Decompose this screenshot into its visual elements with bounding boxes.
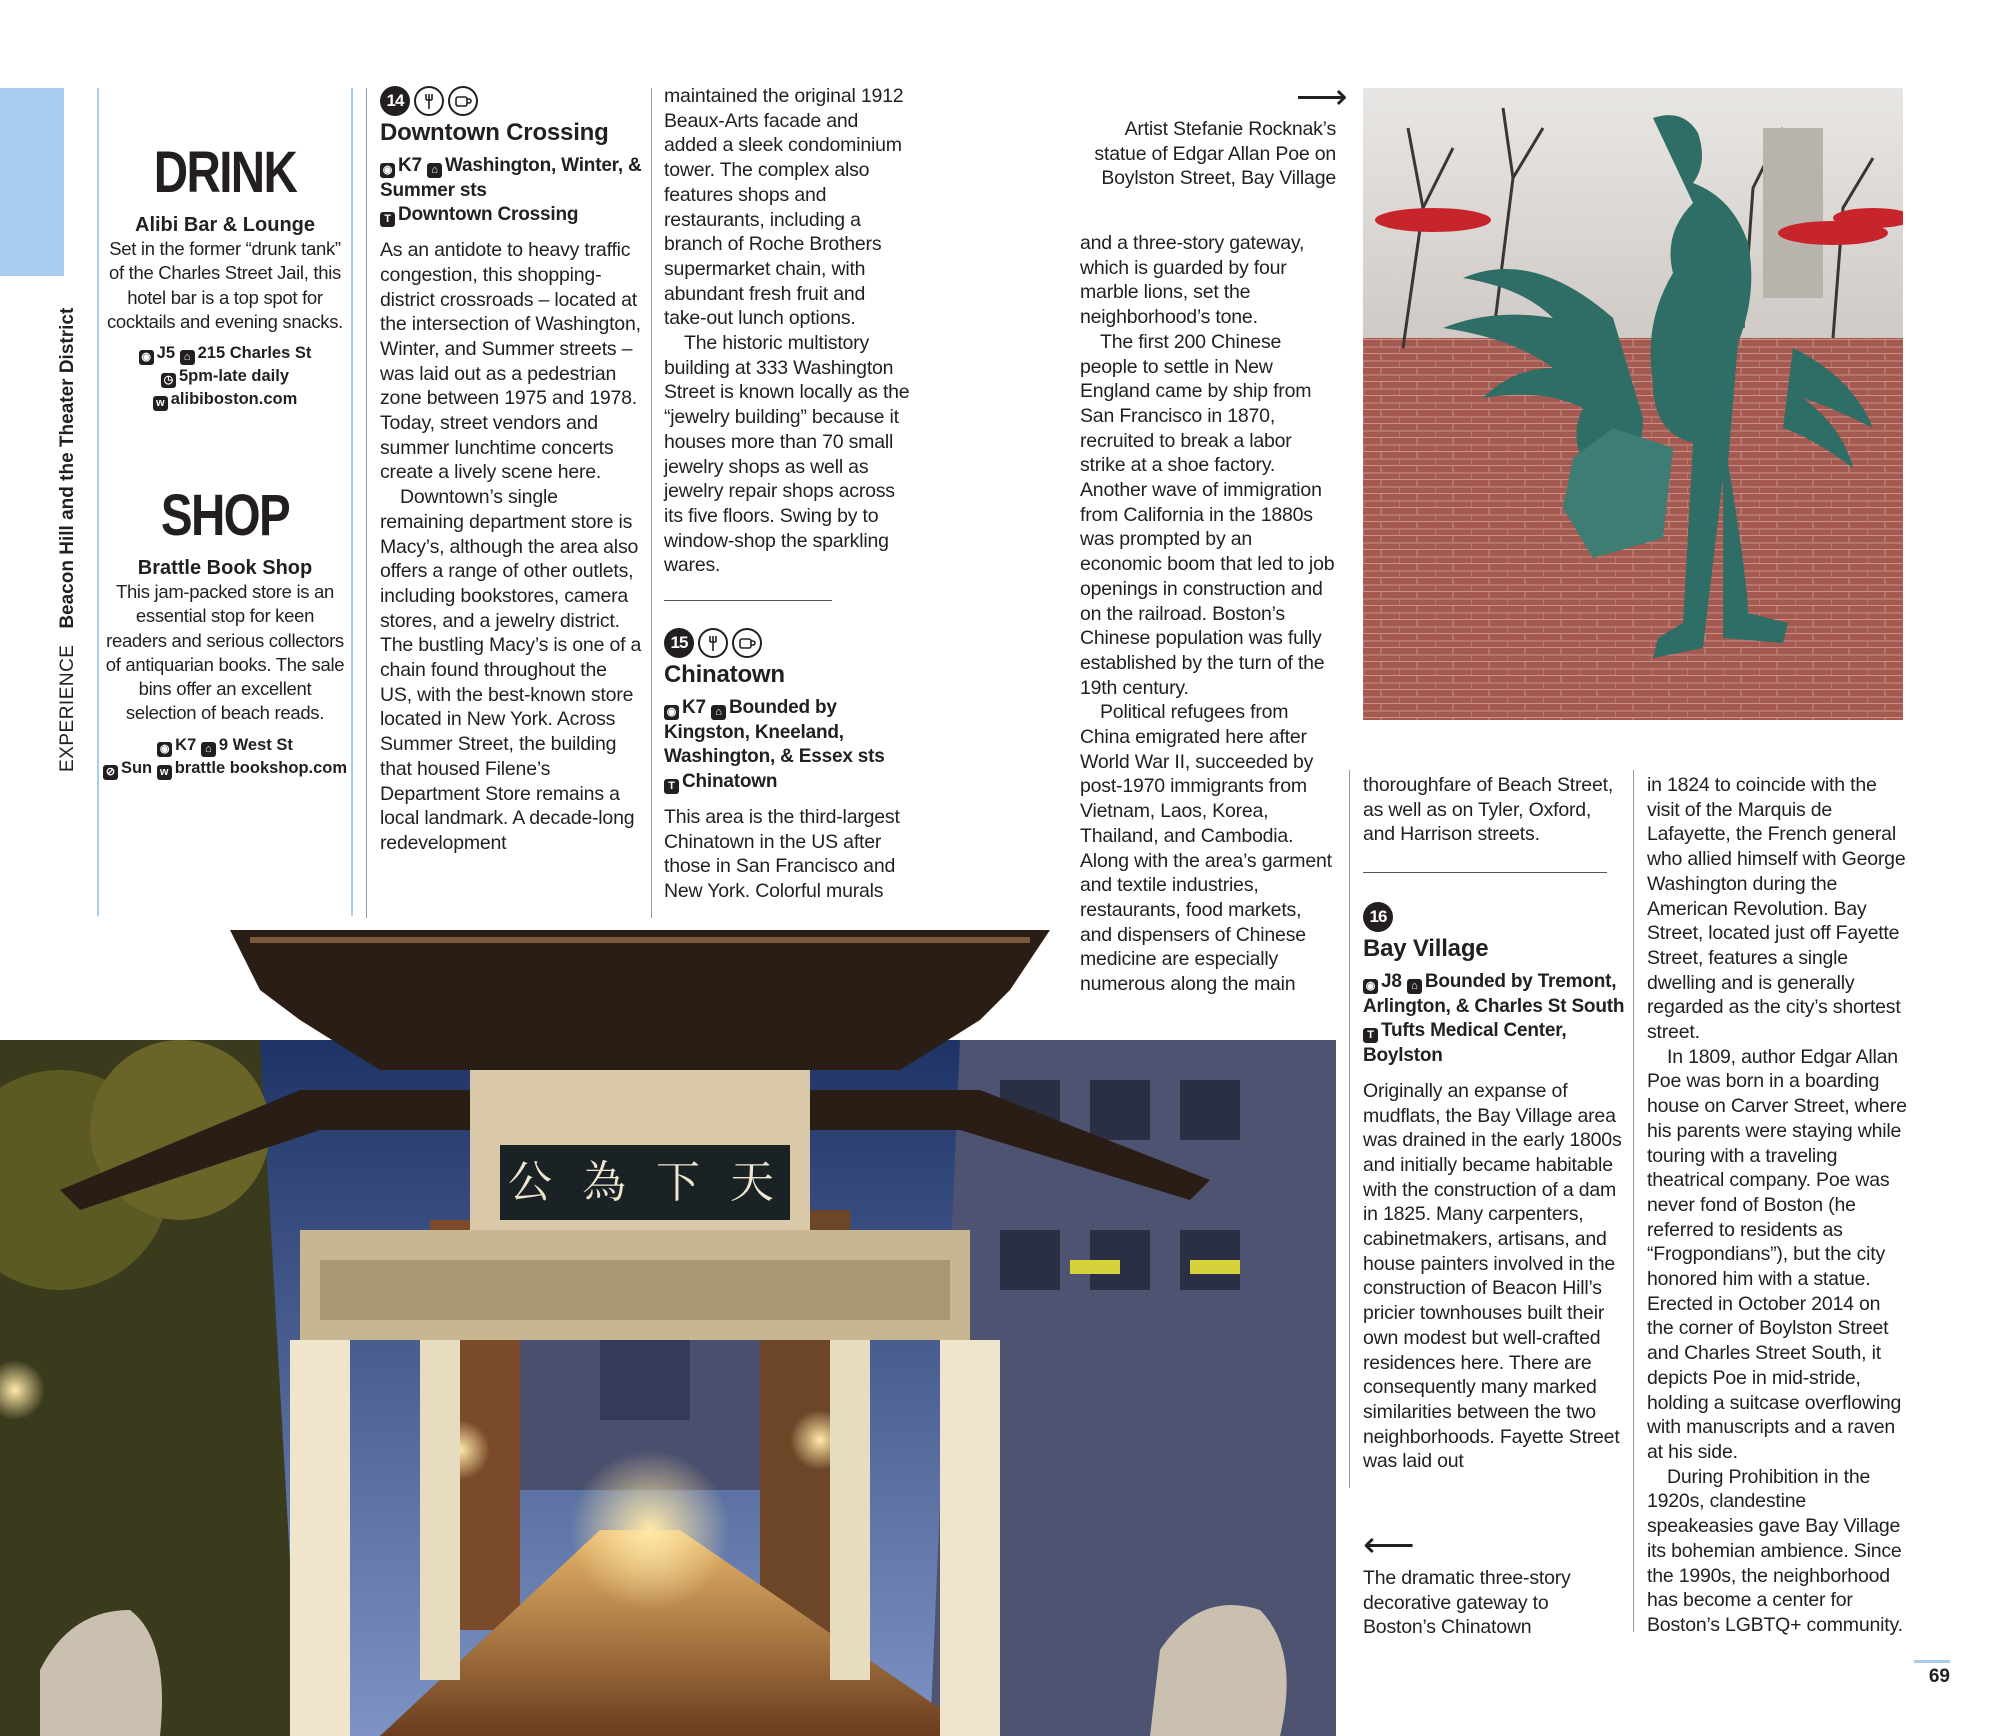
gate-sign-text: 公 為 下 天	[508, 1157, 782, 1208]
shop-section	[97, 483, 353, 780]
cafe-icon	[732, 628, 762, 658]
arrow-left-icon: ⟵	[1363, 1524, 1415, 1565]
address-icon: ⌂	[201, 742, 216, 757]
entry-title: Chinatown	[664, 661, 785, 688]
restaurant-icon	[698, 628, 728, 658]
entry-divider	[664, 600, 832, 601]
entry-title: Downtown Crossing	[380, 119, 609, 146]
poe-statue-photo	[1363, 88, 1903, 720]
closed-icon: ⊘	[103, 765, 118, 780]
transit-icon: T	[380, 212, 395, 227]
gateway-caption: The dramatic three-story decorative gateway to Boston’s Chinatown	[1363, 1567, 1571, 1638]
address-icon: ⌂	[711, 705, 726, 720]
body-paragraph: Downtown’s single remaining department store is Macy’s, although the area also offers a range of other outlets, including bookstores, camera stores, and a jewelry district. The bustling Macy’s is one of a chain found throughout the US, with the best-known store located in New York. Across Summer Street, the building that housed Filene’s Department Store remains a local landmark. A decade-long redevelopment	[380, 486, 642, 854]
body-paragraph: Originally an expanse of mudflats, the Bay Village area was drained in the early 1800s and initially became habitable with the construction of a dam in 1825. Many carpenters, cabinetmakers, artisans, and house painters involved in the construction of Beacon Hill’s pricier townhouses built their own modest but well-crafted residences here. There are consequently many marked similarities between the two neighborhoods. Fayette Street was laid out	[1363, 1079, 1622, 1473]
entry-number-badge: 16	[1363, 902, 1393, 932]
body-paragraph: The historic multistory building at 333 Washington Street is known locally as the “jewelry building” because it houses more than 70 small jewelry shops as well as jewelry repair shops across its five floors. Swing by to window-shop the sparkling wares.	[664, 332, 910, 577]
chinatown-gateway-photo	[0, 930, 1336, 1736]
drink-shop-box	[97, 88, 353, 916]
column-rule	[366, 88, 367, 918]
page-number: 69	[1928, 1666, 1950, 1687]
entry-title: Bay Village	[1363, 935, 1489, 962]
section-color-tab	[0, 88, 64, 276]
drink-section	[97, 140, 353, 411]
body-paragraph: and a three-story gateway, which is guarded by four marble lions, set the neighborhood’s tone.	[1080, 232, 1305, 329]
page-number-bar	[1914, 1660, 1950, 1663]
clock-icon: ◷	[161, 373, 176, 388]
entry-divider	[1363, 872, 1607, 873]
district-label: Beacon Hill and the Theater District	[57, 307, 78, 629]
map-pin-icon: ◉	[380, 163, 395, 178]
address-icon: ⌂	[180, 350, 195, 365]
shop-info: ◉ K7 ⌂ 9 West St ⊘ Sun w brattle bookshop.com	[97, 734, 353, 780]
body-paragraph: This area is the third-largest Chinatown in the US after those in San Francisco and New York. Colorful murals	[664, 805, 900, 902]
shop-heading: SHOP	[160, 483, 290, 548]
shop-venue-name: Brattle Book Shop	[137, 557, 313, 579]
cafe-icon	[448, 86, 478, 116]
entry-chinatown	[664, 628, 910, 904]
entry-number-badge: 14	[380, 86, 410, 116]
column-rule	[651, 88, 652, 918]
entry-downtown-crossing	[380, 86, 642, 856]
body-paragraph: Political refugees from China emigrated here after World War II, succeeded by post-1970 immigrants from Vietnam, Laos, Korea, Thailand, and Cambodia. Along with the area’s garment and textile industries, restaurants, food markets, and dispensers of Chinese medicine are especially numerous along the main	[1080, 701, 1332, 996]
entry-bay-village	[1363, 902, 1625, 1474]
entry-info: ◉ J8 ⌂ Bounded by Tremont, Arlington, & Charles St South T Tufts Medical Center, Boylston	[1363, 971, 1625, 1067]
text-column-2	[664, 84, 910, 578]
map-pin-icon: ◉	[157, 742, 172, 757]
entry-info: ◉ K7 ⌂ Bounded by Kingston, Kneeland, Washington, & Essex sts T Chinatown	[664, 697, 885, 793]
web-icon: w	[153, 396, 168, 411]
body-paragraph: The first 200 Chinese people to settle in New England came by ship from San Francisco in 1870, recruited to break a labor strike at a shoe factory. Another wave of immigration from California in the 1880s was prompted by an economic boom that led to job openings in construction and on the railroad. Boston’s Chinese population was fully established by the turn of the 19th century.	[1080, 330, 1335, 699]
text-column-3	[1080, 231, 1336, 997]
map-pin-icon: ◉	[1363, 979, 1378, 994]
body-paragraph: thoroughfare of Beach Street, as well as on Tyler, Oxford, and Harrison streets.	[1363, 774, 1614, 846]
body-paragraph: As an antidote to heavy traffic congestion, this shopping-district crossroads – located at the intersection of Washington, Winter, and Summer streets – was laid out as a pedestrian zone between 1975 and 1978. Today, street vendors and summer lunchtime concerts create a lively scene here.	[380, 239, 641, 484]
shop-web-link[interactable]: brattle bookshop.com	[174, 758, 348, 777]
body-paragraph: In 1809, author Edgar Allan Poe was born in a boarding house on Carver Street, where his parents were staying while touring with a traveling theatrical company. Poe was never fond of Boston (he referred to residents as “Frogpondians”), but the city honored him with a statue. Erected in October 2014 on the corner of Boylston Street and Charles Street South, it depicts Poe in mid-stride, holding a suitcase overflowing with manuscripts and a raven at his side.	[1647, 1045, 1907, 1463]
column-rule	[1349, 770, 1350, 1488]
drink-heading: DRINK	[153, 140, 297, 205]
body-paragraph: During Prohibition in the 1920s, clandestine speakeasies gave Bay Village its bohemian ambience. Since the 1990s, the neighborhood has become a center for Boston’s LGBTQ+ community.	[1647, 1465, 1903, 1636]
entry-number-badge: 15	[664, 628, 694, 658]
transit-icon: T	[664, 779, 679, 794]
text-column-5	[1647, 773, 1909, 1638]
transit-icon: T	[1363, 1028, 1378, 1043]
drink-web-link[interactable]: alibiboston.com	[170, 390, 298, 409]
restaurant-icon	[414, 86, 444, 116]
column-rule	[1633, 770, 1634, 1632]
text-column-4	[1363, 773, 1625, 847]
poe-caption: Artist Stefanie Rocknak’s statue of Edgar Allan Poe on Boylston Street, Bay Village	[1094, 118, 1336, 189]
drink-description: Set in the former “drunk tank” of the Charles Street Jail, this hotel bar is a top spot for cocktails and evening snacks.	[106, 238, 344, 332]
shop-description: This jam-packed store is an essential stop for keen readers and serious collectors of antiquarian books. The sale bins offer an excellent selection of beach reads.	[105, 581, 345, 724]
section-label: EXPERIENCE	[57, 644, 78, 772]
map-pin-icon: ◉	[664, 705, 679, 720]
map-pin-icon: ◉	[139, 350, 154, 365]
web-icon: w	[157, 765, 172, 780]
body-paragraph: in 1824 to coincide with the visit of the Marquis de Lafayette, the French general who allied himself with George Washington during the American Revolution. Bay Street, located just off Fayette Street, features a single dwelling and is generally regarded as the city’s shortest street.	[1647, 774, 1906, 1044]
address-icon: ⌂	[1407, 979, 1422, 994]
address-icon: ⌂	[427, 163, 442, 178]
body-paragraph: maintained the original 1912 Beaux-Arts facade and added a sleek condominium tower. The complex also features shops and restaurants, including a branch of Roche Brothers supermarket chain, with abundant fresh fruit and take-out lunch options.	[664, 85, 904, 330]
arrow-right-icon: ⟶	[1296, 76, 1348, 117]
drink-info: ◉ J5 ⌂ 215 Charles St ◷ 5pm-late daily w alibiboston.com	[97, 342, 353, 411]
entry-info: ◉ K7 ⌂ Washington, Winter, & Summer sts T Downtown Crossing	[380, 155, 642, 226]
running-head	[57, 308, 79, 772]
drink-venue-name: Alibi Bar & Lounge	[135, 214, 315, 236]
